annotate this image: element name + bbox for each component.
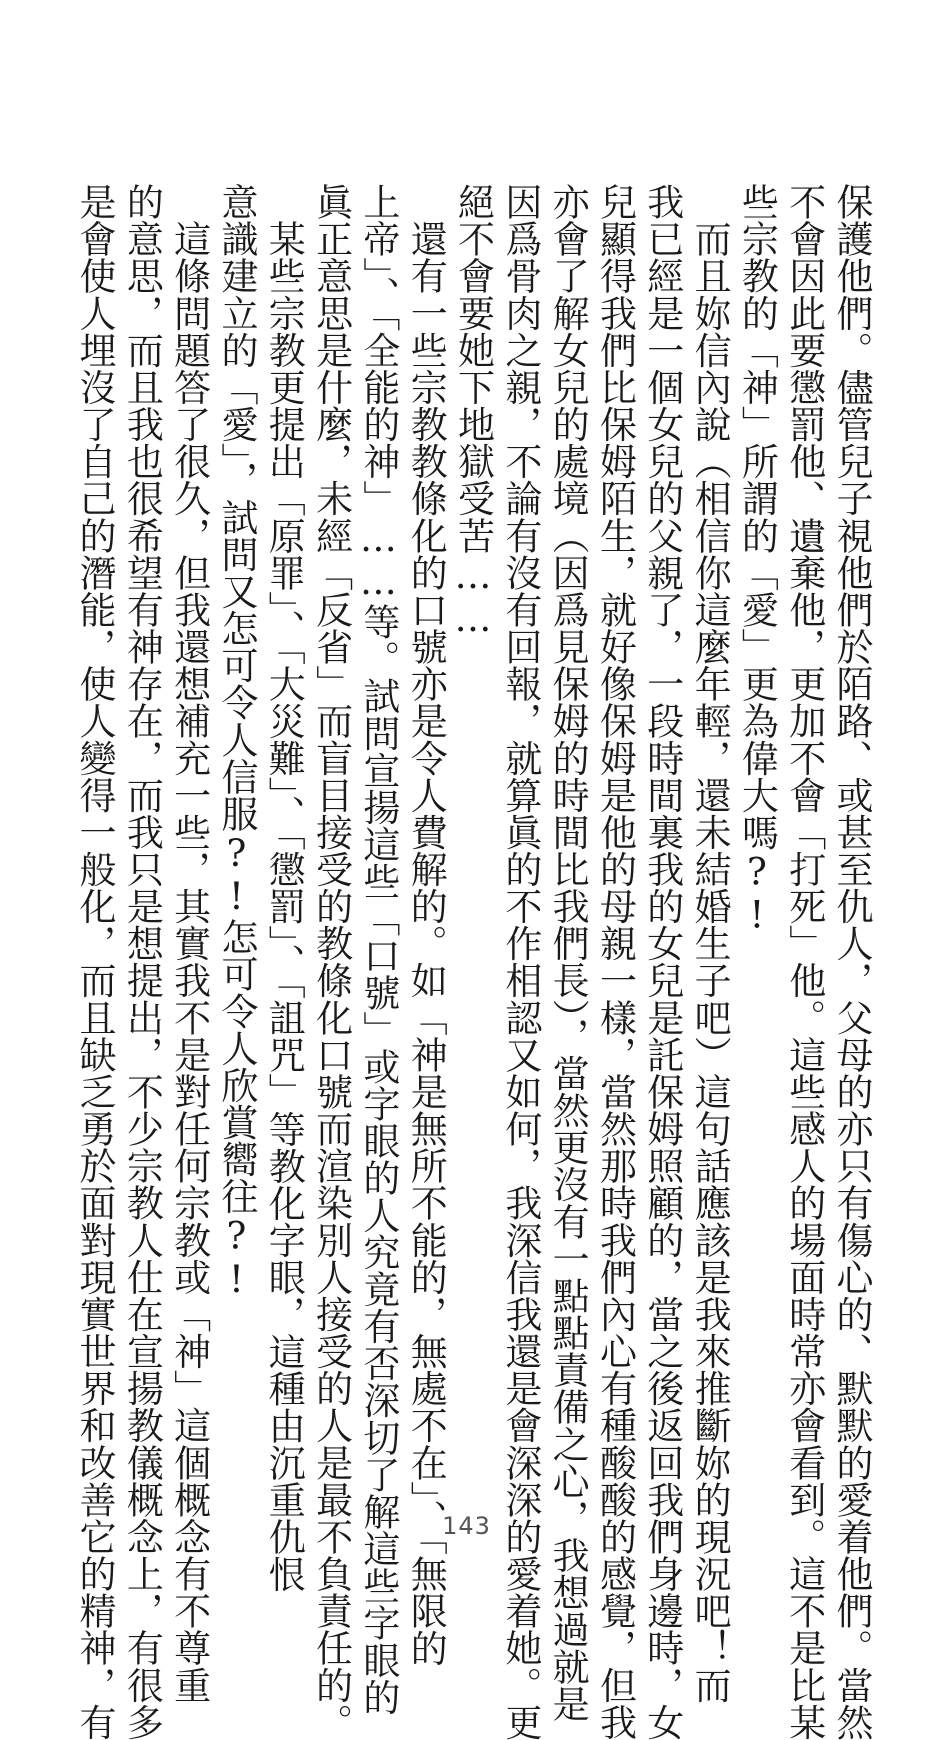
text-column-2: 不會因此要懲罰他、遺棄他，更加不會「打死」他。這些感人的場面時常亦會看到。這不是比某	[782, 183, 826, 1740]
text-column-16: 的意思，而且我也很希望有神存在，而我只是想提出，不少宗教人仕在宣揚教儀概念上，有很多	[120, 183, 164, 1740]
page-number: 143	[442, 1512, 491, 1540]
text-column-8: 因爲骨肉之親，不論有沒有回報，就算眞的不作相認又如何，我深信我還是會深深的愛着她。更	[498, 183, 542, 1740]
text-column-7: 亦會了解女兒的處境（因爲見保姆的時間比我們長），當然更沒有一點點責備之心，我想過就是	[546, 183, 590, 1722]
text-column-3: 些宗教的「神」所謂的「愛」更為偉大嗎?!	[735, 183, 779, 937]
text-column-17: 是會使人埋沒了自己的潛能，使人變得一般化，而且缺乏勇於面對現實世界和改善它的精神，有	[73, 183, 116, 1740]
text-column-10: 還有一些宗教教條化的口號亦是令人費解的。如「神是無所不能的，無處不在」、「無限的	[404, 183, 448, 1667]
text-column-4: 而且妳信內說（相信你這麼年輕，還未結婚生子吧）這句話應該是我來推斷妳的現況吧！而	[688, 183, 732, 1704]
text-column-15: 這條問題答了很久，但我還想補充一些，其實我不是對任何宗教或「神」這個概念有不尊重	[167, 183, 211, 1704]
text-column-11: 上帝」、「全能的神」……等。試問宣揚這些「口號」或字眼的人究竟有否深切了解這些字眼的	[356, 183, 400, 1716]
text-column-13: 某些宗教更提出「原罪」、「大災難」、「懲罰」、「詛咒」等教化字眼，這種由沉重仇恨	[262, 183, 306, 1593]
text-column-6: 兒顯得我們比保姆陌生，就好像保姆是他的母親一樣，當然那時我們內心有種酸酸的感覺，但我	[593, 183, 637, 1740]
text-column-9: 絕不會要她下地獄受苦……	[451, 183, 495, 640]
text-column-14: 意識建立的「愛」，試問又怎可令人信服?!怎可令人欣賞嚮往?!	[214, 183, 258, 1301]
text-column-5: 我已經是一個女兒的父親了，一段時間裏我的女兒是託保姆照顧的，當之後返回我們身邊時，女	[640, 183, 684, 1740]
text-column-12: 眞正意思是什麼，未經「反省」而盲目接受的教條化口號而渲染別人接受的人是最不負責任的。	[309, 183, 353, 1740]
text-column-1: 保護他們。儘管兒子視他們於陌路、或甚至仇人，父母的亦只有傷心的、默默的愛着他們。當然	[830, 183, 873, 1740]
